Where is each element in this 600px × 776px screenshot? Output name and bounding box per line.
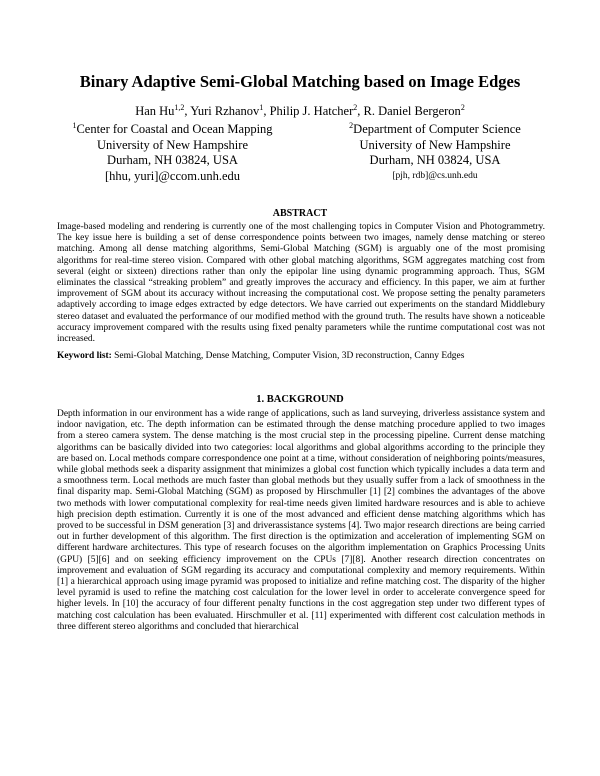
affiliation-mark: 2 [349, 121, 354, 130]
author-affiliation-mark: 2 [460, 103, 465, 112]
affiliation-text: Department of Computer Science [353, 122, 521, 137]
author-name: Han Hu [135, 104, 175, 119]
author-list: Han Hu$^{1,2}$, Yuri Rzhanov$^1$, Philip J. Hatcher$^2$, R. Daniel Bergeron$^2$ [135, 103, 465, 119]
affiliation-name [340, 118, 530, 138]
author-name: R. Daniel Bergeron [363, 104, 461, 119]
affiliation-text: Center for Coastal and Ocean Mapping [76, 122, 273, 137]
affiliation-university: University of New Hampshire [96, 137, 248, 152]
author-name: Yuri Rzhanov [190, 104, 260, 119]
abstract-heading: ABSTRACT [272, 208, 328, 219]
section-heading: 1. BACKGROUND [256, 394, 344, 405]
abstract-text: Image-based modeling and rendering is currently one of the most challenging topics in Computer Vision and Photogrammetry. The key issue here is building a set of dense correspondence points between two images, namely dense matching or stereo matching. Among all dense matching algorithms, Semi-Global Matching (SGM) is arguably one of the most promising algorithms for real-time stereo vision. Compared with other global matching algorithms, SGM aggregates matching cost from several (eight or sixteen) directions rather than only the epipolar line using dynamic programming approach. Thus, SGM eliminates the classical “streaking problem” and greatly improves the accuracy and efficiency. In this paper, we aim at further improvement of SGM about its accuracy without increasing the computational cost. We propose setting the penalty parameters adaptively according to image edges extracted by edge detectors. We have carried out experiments on the standard Middlebury stereo dataset and evaluated the performance of our modified method with the ground truth. The results have shown a noticeable accuracy improvement compared with the results using fixed penalty parameters while the runtime computational cost was not increased. [57, 222, 545, 345]
author-affiliation-mark: 2 [353, 103, 358, 112]
affiliation-right [340, 118, 530, 184]
keywords-line [57, 351, 545, 362]
paper-title: Binary Adaptive Semi-Global Matching based on Image Edges [79, 72, 521, 91]
background-paragraph: Depth information in our environment has a wide range of applications, such as land surveying, driverless assistance system and indoor navigation, etc. The depth information can be estimated through the dense matching procedure applied to two images from a stereo camera system. The dense matching is the most crucial step in the processing pipeline. Current dense matching algorithms can be basically divided into two categories: local algorithms and global algorithms according to the principle they are based on. Local methods compare correspondence one point at a time, without consideration of neighboring points/measures, while global methods seek a disparity assignment that minimizes a global cost function which typically includes a data term and a smoothness term. Local methods are much faster than global methods but they usually suffer from a lack of smoothness in the final disparity map. Semi-Global Matching (SGM) as proposed by Hirschmuller [1] [2] combines the advantages of the above two methods with lower computational complexity for real-time needs given limited hardware resources and is able to achieve high precision depth estimation. Currently it is one of the most advanced and efficient dense matching algorithms which has proved to be successful in DSM generation [3] and driverassistance systems [4]. Two major research directions are being carried out in further development of this algorithm. The first direction is the optimization and acceleration of implementing SGM on different hardware architectures. This type of research focuses on the algorithm implementation on Graphics Processing Units (GPU) [5][6] and on seeking efficiency improvement on the CPUs [7][8]. Another research direction concentrates on improvement and evaluation of SGM regarding its accuracy and computational complexity and memory requirements. Within [1] a hierarchical approach using image pyramid was proposed to initialize and refine matching cost. The disparity of the higher level pyramid is used to refine the matching cost calculation for the lower level in order to accelerate convergence speed for higher levels. In [10] the accuracy of four different penalty functions in the cost aggregation step under two different types of matching cost calculation has been evaluated. Hirschmuller et al. [11] experimented with different cost calculation methods in three different stereo algorithms and concluded that hierarchical [57, 409, 545, 632]
affiliation-name [70, 118, 275, 138]
author-affiliation-mark: 1,2 [174, 103, 185, 112]
affiliation-email: [pjh, rdb]@cs.unh.edu [392, 170, 478, 181]
affiliation-city: Durham, NH 03824, USA [369, 153, 501, 168]
keywords-text: Semi-Global Matching, Dense Matching, Computer Vision, 3D reconstruction, Canny Edges [114, 351, 465, 361]
author-name: Philip J. Hatcher [269, 104, 354, 119]
affiliation-mark: 1 [72, 121, 77, 130]
affiliation-city: Durham, NH 03824, USA [107, 153, 238, 168]
affiliation-university: University of New Hampshire [359, 137, 511, 152]
affiliation-email: [hhu, yuri]@ccom.unh.edu [104, 168, 241, 183]
author-affiliation-mark: 1 [259, 103, 264, 112]
affiliation-left [70, 118, 275, 184]
keywords-label: Keyword list: [57, 351, 112, 361]
